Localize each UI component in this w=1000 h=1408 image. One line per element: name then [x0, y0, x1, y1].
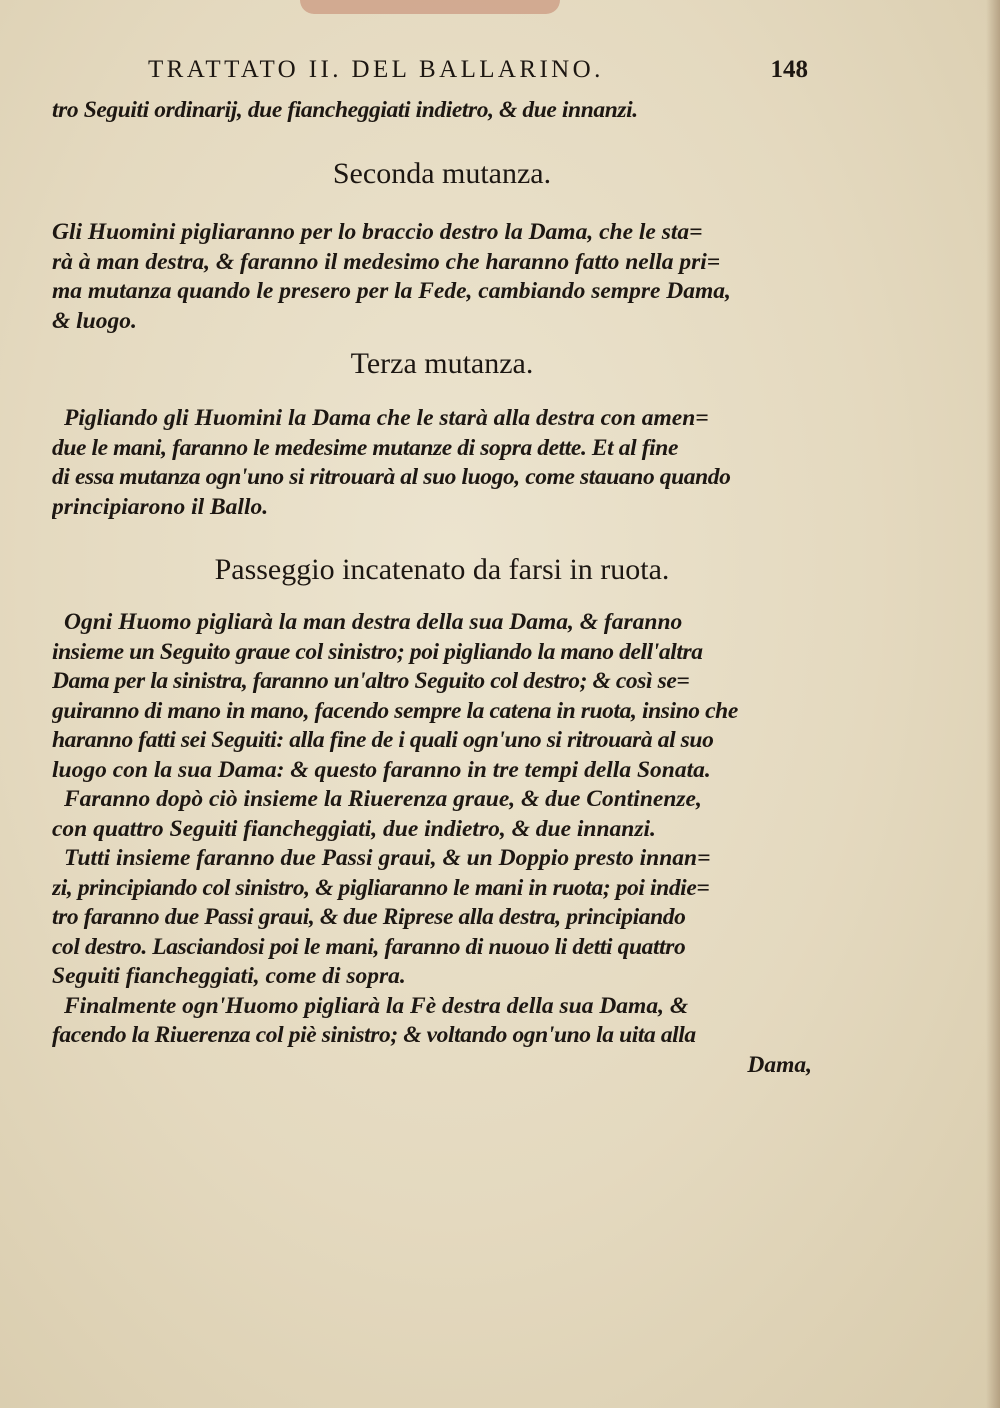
text-line: haranno fatti sei Seguiti: alla fine de i quali ogn'uno si ritrouarà al suo [52, 727, 714, 753]
text-line: due le mani, faranno le medesime mutanze di sopra dette. Et al fine [52, 434, 678, 461]
carryover-line: tro Seguiti ordinarij, due fiancheggiati indietro, & due innanzi. [52, 97, 638, 123]
text-line: Gli Huomini pigliaranno per lo braccio destro la Dama, che le sta= [52, 219, 703, 245]
text-line: ma mutanza quando le presero per la Fede, cambiando sempre Dama, [52, 278, 731, 304]
text-line: Tutti insieme faranno due Passi graui, & un Doppio presto innan= [64, 845, 711, 871]
section-heading-terza-mutanza: Terza mutanza. [350, 347, 534, 380]
text-line: di essa mutanza ogn'uno si ritrouarà al suo luogo, come stauano quando [52, 464, 731, 490]
text-line: guiranno di mano in mano, facendo sempre la catena in ruota, insino che [52, 697, 738, 724]
text-line: Seguiti fiancheggiati, come di sopra. [52, 963, 406, 989]
page-number: 148 [770, 56, 808, 83]
text-line: Dama per la sinistra, faranno un'altro Seguito col destro; & così se= [52, 668, 690, 694]
running-head [148, 56, 808, 90]
text-line: Pigliando gli Huomini la Dama che le starà alla destra con amen= [64, 405, 709, 431]
text-line: Faranno dopò ciò insieme la Riuerenza graue, & due Continenze, [64, 786, 702, 812]
text-line: facendo la Riuerenza col piè sinistro; & voltando ogn'uno la uita alla [52, 1022, 696, 1048]
section-heading-passeggio: Passeggio incatenato da farsi in ruota. [214, 553, 670, 586]
text-line: tro faranno due Passi graui, & due Riprese alla destra, principiando [52, 904, 686, 930]
paragraph-seconda-mutanza [52, 218, 832, 336]
ink-stain [300, 0, 560, 14]
paragraph-terza-mutanza [52, 404, 832, 522]
section-heading-seconda-mutanza: Seconda mutanza. [332, 157, 552, 190]
text-line: col destro. Lasciandosi poi le mani, faranno di nuouo li detti quattro [52, 933, 686, 960]
text-line: zi, principiando col sinistro, & pigliaranno le mani in ruota; poi indie= [52, 874, 710, 901]
page-edge-shadow [986, 0, 1000, 1408]
text-line: rà à man destra, & faranno il medesimo che haranno fatto nella pri= [52, 248, 721, 275]
text-line: principiarono il Ballo. [52, 493, 269, 520]
running-head-title: TRATTATO II. DEL BALLARINO. [148, 56, 604, 83]
text-line: Ogni Huomo pigliarà la man destra della sua Dama, & faranno [64, 609, 683, 635]
text-line: con quattro Seguiti fiancheggiati, due indietro, & due innanzi. [52, 815, 656, 842]
catchword: Dama, [747, 1051, 812, 1078]
text-line: luogo con la sua Dama: & questo faranno in tre tempi della Sonata. [52, 756, 711, 783]
text-line: & luogo. [52, 307, 137, 334]
body-text [52, 96, 832, 1080]
text-line: insieme un Seguito graue col sinistro; poi pigliando la mano dell'altra [52, 638, 703, 665]
paragraph-passeggio [52, 608, 832, 1051]
text-line: Finalmente ogn'Huomo pigliarà la Fè destra della sua Dama, & [64, 992, 689, 1019]
